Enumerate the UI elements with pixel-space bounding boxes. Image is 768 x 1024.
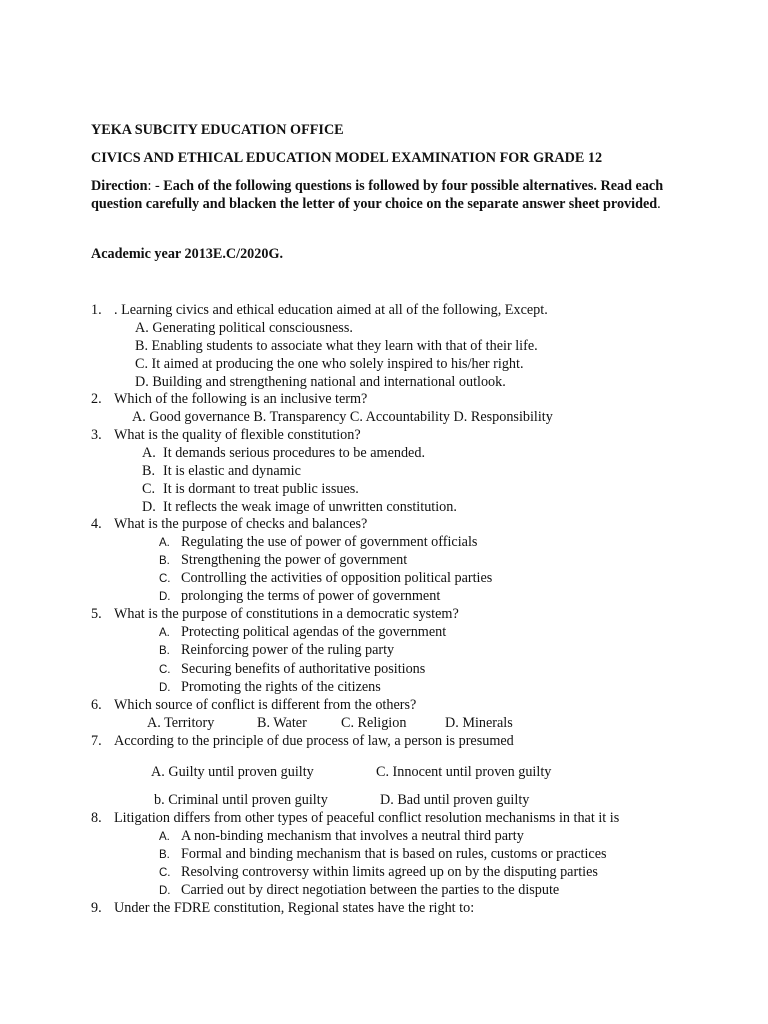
option-text: Protecting political agendas of the government <box>181 624 447 640</box>
option-letter: A. <box>159 831 170 843</box>
option-text: It is dormant to treat public issues. <box>163 481 359 497</box>
question-text: Litigation differs from other types of peaceful conflict resolution mechanisms in that it is <box>114 810 620 826</box>
option-letter: C. <box>142 481 156 497</box>
direction-end: . <box>657 196 661 212</box>
q3-option-b <box>142 462 301 480</box>
q5-option-c <box>159 660 425 679</box>
option-letter: C. <box>159 664 171 676</box>
option-text: Reinforcing power of the ruling party <box>181 642 395 658</box>
question-number: 1. <box>91 302 102 318</box>
option-letter: A. <box>142 445 156 461</box>
option-letter: B. <box>159 645 170 657</box>
question-text: . Learning civics and ethical education aimed at all of the following, Except. <box>114 302 548 318</box>
q5-option-b <box>159 641 394 660</box>
option-text: prolonging the terms of power of government <box>181 588 441 604</box>
question-text: According to the principle of due process of law, a person is presumed <box>114 733 514 749</box>
option-text: Resolving controversy within limits agreed up on by the disputing parties <box>181 864 598 880</box>
option-letter: B. <box>142 463 156 479</box>
question-number: 9. <box>91 900 102 916</box>
q8-option-c <box>159 863 598 882</box>
direction-paragraph <box>91 177 681 213</box>
q6-option-b: B. Water <box>257 715 307 731</box>
option-letter: A. <box>159 537 170 549</box>
question-text: What is the purpose of checks and balances? <box>114 516 368 532</box>
question-text: Under the FDRE constitution, Regional states have the right to: <box>114 900 475 916</box>
academic-year: Academic year 2013E.C/2020G. <box>91 246 284 262</box>
q3-option-d <box>142 498 457 516</box>
q3-option-a <box>142 444 425 462</box>
q2-options: A. Good governance B. Transparency C. Accountability D. Responsibility <box>132 409 553 425</box>
option-text: Formal and binding mechanism that is based on rules, customs or practices <box>181 846 607 862</box>
option-letter: B. <box>159 555 170 567</box>
q6-option-a: A. Territory <box>147 715 215 731</box>
question-text: Which source of conflict is different from the others? <box>114 697 417 713</box>
question-text: Which of the following is an inclusive term? <box>114 391 368 407</box>
q7-option-b: b. Criminal until proven guilty <box>154 792 328 808</box>
direction-text: Each of the following questions is followed by four possible alternatives. Read each question carefully and blacken the letter of your choice on the separate answer sheet provided <box>91 178 664 212</box>
q8-option-a <box>159 827 524 846</box>
option-text: Promoting the rights of the citizens <box>181 679 381 695</box>
option-text: It reflects the weak image of unwritten constitution. <box>163 499 457 515</box>
question-number: 7. <box>91 733 102 749</box>
question-text: What is the purpose of constitutions in a democratic system? <box>114 606 459 622</box>
q1-option-b: B. Enabling students to associate what they learn with that of their life. <box>135 338 538 354</box>
question-number: 2. <box>91 391 102 407</box>
option-text: A non-binding mechanism that involves a neutral third party <box>181 828 524 844</box>
option-letter: C. <box>159 867 171 879</box>
option-text: Securing benefits of authoritative positions <box>181 661 426 677</box>
question-number: 5. <box>91 606 102 622</box>
q6-option-c: C. Religion <box>341 715 407 731</box>
q6-option-d: D. Minerals <box>445 715 513 731</box>
option-letter: D. <box>159 591 171 603</box>
exam-title: CIVICS AND ETHICAL EDUCATION MODEL EXAMINATION FOR GRADE 12 <box>91 150 603 166</box>
option-letter: A. <box>159 627 170 639</box>
office-title: YEKA SUBCITY EDUCATION OFFICE <box>91 122 344 138</box>
option-letter: D. <box>142 499 156 515</box>
question-number: 8. <box>91 810 102 826</box>
q1-option-c: C. It aimed at producing the one who solely inspired to his/her right. <box>135 356 524 372</box>
q1-option-d: D. Building and strengthening national and international outlook. <box>135 374 506 390</box>
question-number: 6. <box>91 697 102 713</box>
option-letter: C. <box>159 573 171 585</box>
q5-option-d <box>159 678 381 697</box>
q7-option-a: A. Guilty until proven guilty <box>151 764 314 780</box>
q4-option-b <box>159 551 407 570</box>
q5-option-a <box>159 623 446 642</box>
option-text: Controlling the activities of opposition political parties <box>181 570 493 586</box>
q4-option-d <box>159 587 440 606</box>
question-number: 3. <box>91 427 102 443</box>
option-letter: B. <box>159 849 170 861</box>
question-text: What is the quality of flexible constitution? <box>114 427 361 443</box>
option-text: Regulating the use of power of government officials <box>181 534 478 550</box>
option-letter: D. <box>159 682 171 694</box>
option-letter: D. <box>159 885 171 897</box>
q7-option-c: C. Innocent until proven guilty <box>376 764 552 780</box>
option-text: It is elastic and dynamic <box>163 463 301 479</box>
option-text: It demands serious procedures to be amended. <box>163 445 425 461</box>
question-number: 4. <box>91 516 102 532</box>
q3-option-c <box>142 480 359 498</box>
direction-label: Direction <box>91 178 148 194</box>
q8-option-b <box>159 845 607 864</box>
q8-option-d <box>159 881 559 900</box>
direction-separator: : - <box>147 178 164 194</box>
q4-option-c <box>159 569 492 588</box>
q7-option-d: D. Bad until proven guilty <box>380 792 530 808</box>
q1-option-a: A. Generating political consciousness. <box>135 320 353 336</box>
option-text: Strengthening the power of government <box>181 552 408 568</box>
q4-option-a <box>159 533 477 552</box>
option-text: Carried out by direct negotiation between the parties to the dispute <box>181 882 560 898</box>
